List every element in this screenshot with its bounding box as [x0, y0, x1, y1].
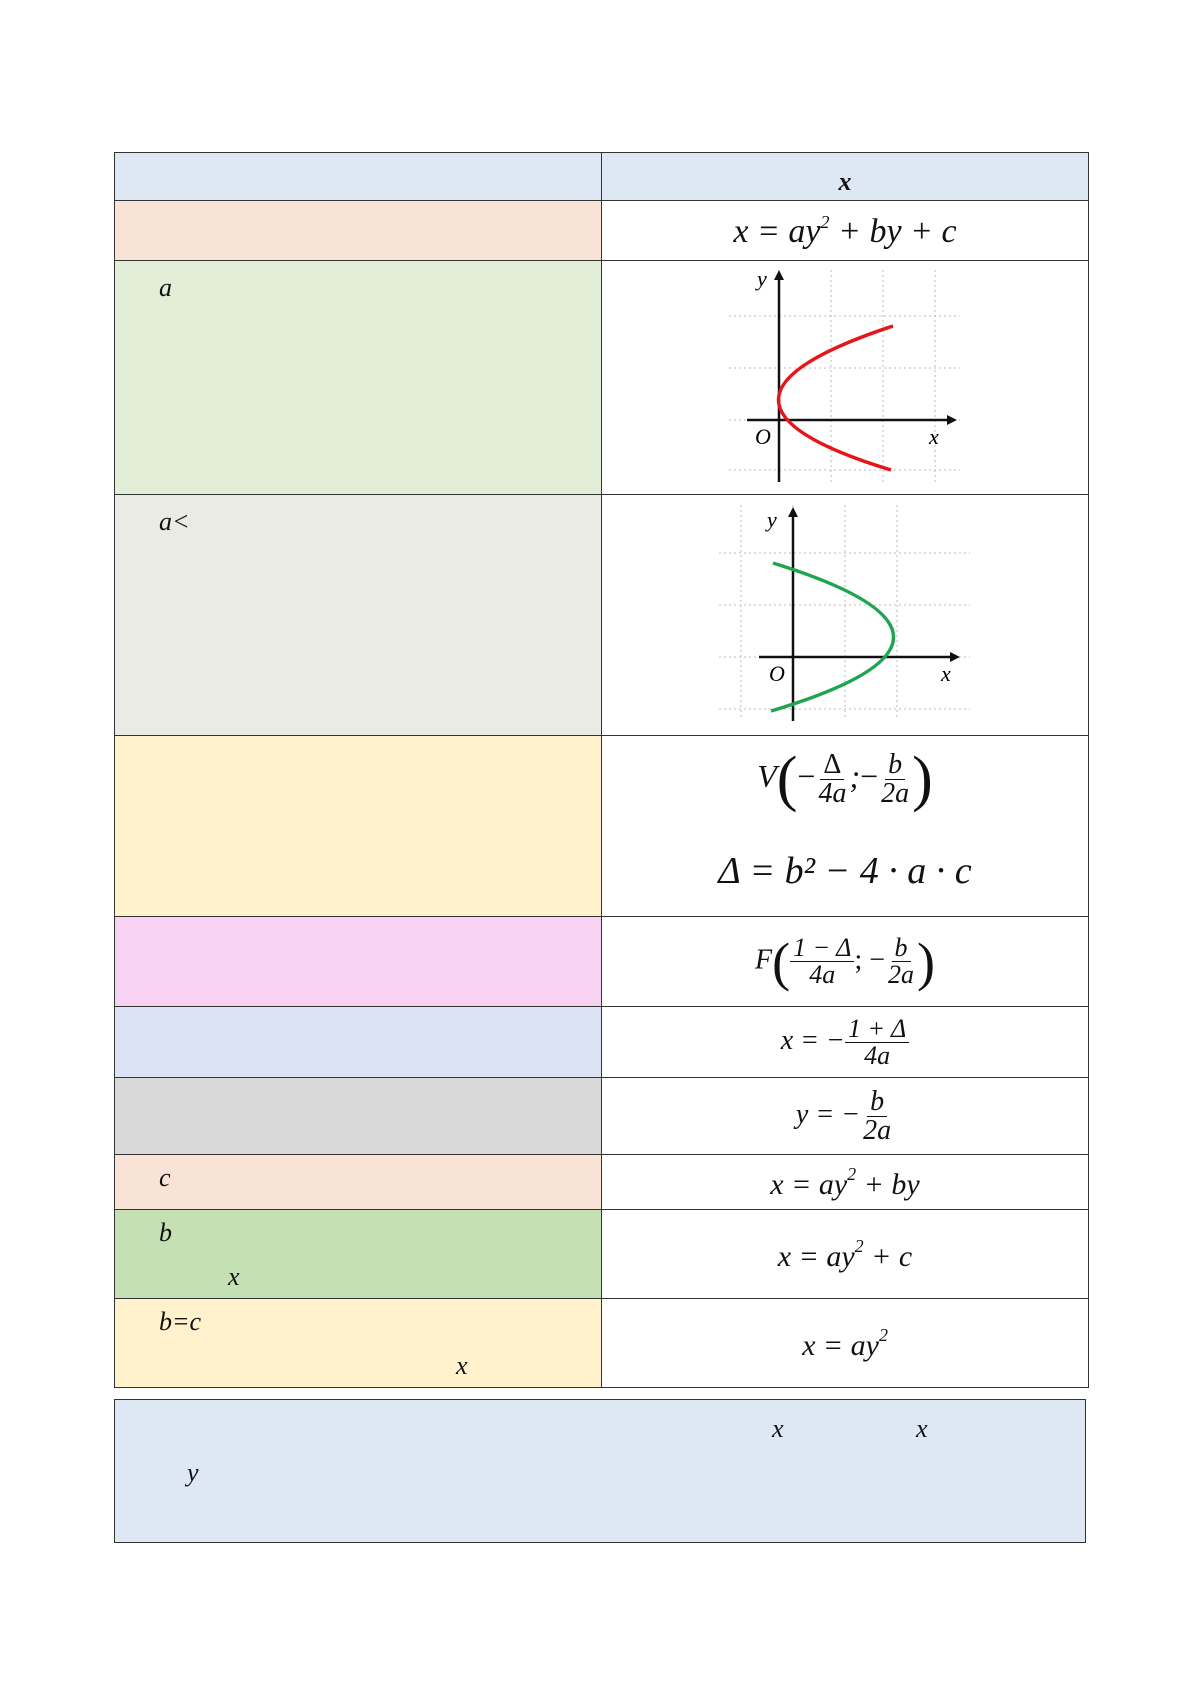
- b-zero-cell: [602, 1210, 1089, 1299]
- y-axis-arrow: [774, 270, 784, 280]
- parabola-curve: [771, 563, 894, 711]
- c-zero-cell: [602, 1155, 1089, 1210]
- b-zero-x-label: x: [228, 1262, 240, 1291]
- discriminant-formula: Δ = b² − 4 · a · c: [718, 850, 972, 892]
- vertex-label-cell: [115, 736, 602, 917]
- c-zero-label: c: [159, 1163, 171, 1192]
- bc-zero-x-label: x: [456, 1351, 468, 1380]
- directrix-formula: x = − $\frac{1 + \Delta}{4a}$: [602, 1016, 1088, 1069]
- note-x-label-2: x: [916, 1414, 928, 1443]
- parabola-opening-left-graph: [715, 499, 975, 727]
- bc-zero-cell: [602, 1299, 1089, 1388]
- header-x-label: x: [838, 166, 852, 196]
- equation-row: [115, 201, 1089, 261]
- header-left-cell: [115, 153, 602, 201]
- bc-zero-label: b=c: [159, 1307, 202, 1336]
- directrix-label-cell: [115, 1007, 602, 1078]
- x-axis-label: x: [929, 424, 939, 449]
- a-negative-label: a<: [159, 507, 190, 536]
- axis-row: [115, 1078, 1089, 1155]
- parabola-properties-table: [114, 152, 1089, 1388]
- note-box: [114, 1399, 1086, 1543]
- directrix-cell: [602, 1007, 1089, 1078]
- focus-label-cell: [115, 917, 602, 1007]
- axis-cell: [602, 1078, 1089, 1155]
- equation-label-cell: [115, 201, 602, 261]
- a-positive-label-cell: [115, 261, 602, 495]
- c-zero-formula: $x = ay^2$ + by: [770, 1163, 920, 1201]
- a-positive-row: [115, 261, 1089, 495]
- equation-cell: [602, 201, 1089, 261]
- grid: [729, 270, 960, 482]
- y-axis-label: y: [767, 506, 777, 532]
- focus-formula: F( $\frac{1 - \Delta}{4a}$ ; − $\frac{b}{2a}$ ): [755, 931, 935, 992]
- vertex-row: [115, 736, 1089, 917]
- x-axis-arrow: [947, 415, 957, 425]
- b-zero-label-cell: [115, 1210, 602, 1299]
- c-zero-row: [115, 1155, 1089, 1210]
- directrix-row: [115, 1007, 1089, 1078]
- b-zero-row: [115, 1210, 1089, 1299]
- origin-label: O: [755, 424, 771, 449]
- bc-zero-formula: $x = ay^2$: [802, 1324, 888, 1362]
- vertex-cell: [602, 736, 1089, 917]
- focus-cell: [602, 917, 1089, 1007]
- bc-zero-label-cell: [115, 1299, 602, 1388]
- y-axis-arrow: [788, 507, 798, 517]
- grid: [719, 505, 970, 719]
- x-axis-arrow: [950, 652, 960, 662]
- b-zero-label: b: [159, 1218, 172, 1247]
- c-zero-label-cell: [115, 1155, 602, 1210]
- general-equation: $x = ay^2$ + by + c: [733, 211, 957, 250]
- a-positive-graph-cell: [602, 261, 1089, 495]
- note-x-label-1: x: [772, 1414, 784, 1443]
- x-axis-label: x: [941, 660, 951, 686]
- table-header-row: [115, 153, 1089, 201]
- a-negative-row: [115, 495, 1089, 736]
- focus-row: [115, 917, 1089, 1007]
- a-negative-label-cell: [115, 495, 602, 736]
- origin-label: O: [769, 660, 785, 686]
- a-negative-graph-cell: [602, 495, 1089, 736]
- y-axis-label: y: [757, 266, 767, 291]
- note-y-label: y: [187, 1458, 199, 1487]
- header-right-cell: [602, 153, 1089, 201]
- vertex-formula: V(− $\frac{\Delta}{4a}$ ;− $\frac{b}{2a}$ ): [757, 745, 933, 813]
- a-positive-label: a: [159, 273, 172, 302]
- axis-of-symmetry-formula: y = − $\frac{b}{2a}$: [795, 1085, 892, 1146]
- parabola-curve: [778, 326, 893, 470]
- bc-zero-row: [115, 1299, 1089, 1388]
- axis-label-cell: [115, 1078, 602, 1155]
- b-zero-formula: $x = ay^2 + c$: [777, 1235, 913, 1273]
- parabola-opening-right-graph: [725, 264, 965, 486]
